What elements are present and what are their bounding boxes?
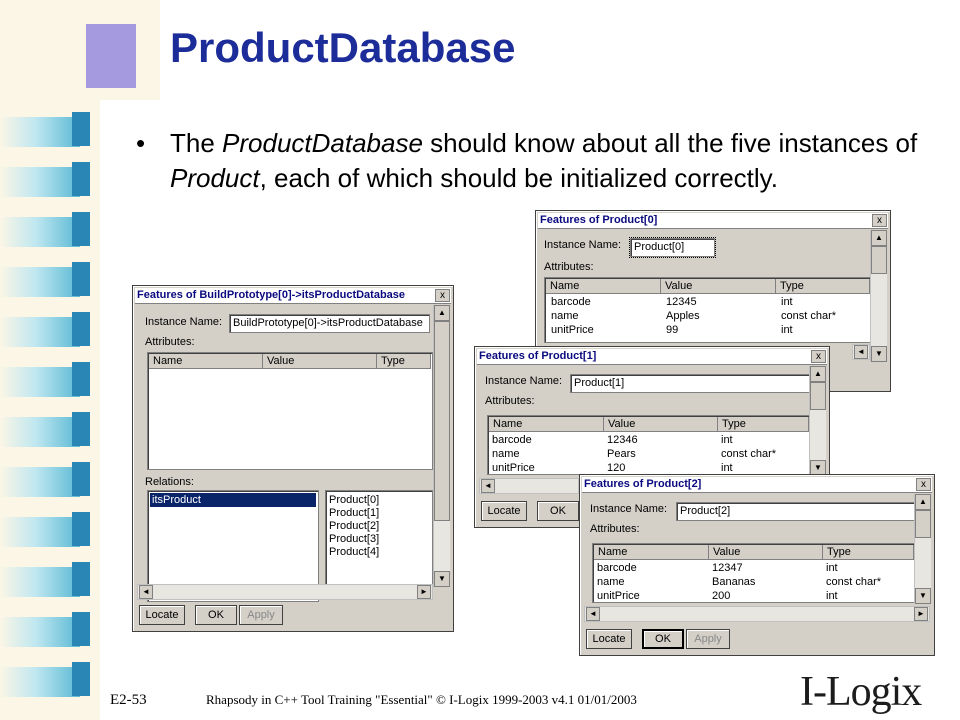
dialog-product-database xyxy=(132,285,454,632)
column-header-type[interactable]: Type xyxy=(823,545,914,560)
company-logo: I-Logix xyxy=(800,669,922,715)
attr-value-cell: 200 xyxy=(712,590,731,602)
attr-name-cell: name xyxy=(551,310,579,322)
decor-cube xyxy=(0,112,92,148)
close-icon[interactable]: x xyxy=(916,478,931,491)
dialog-titlebar xyxy=(582,477,932,493)
column-header-value[interactable]: Value xyxy=(604,417,718,432)
dialog-scrollbar[interactable] xyxy=(914,494,931,604)
dialog-title: Features of Product[1] xyxy=(479,350,597,362)
scroll-thumb[interactable] xyxy=(871,246,887,274)
attr-type-cell: int xyxy=(721,462,733,474)
attr-value-cell: 120 xyxy=(607,462,626,474)
dialog-title: Features of Product[2] xyxy=(584,478,702,490)
scroll-up-icon[interactable]: ▲ xyxy=(434,305,450,321)
bullet-marker: • xyxy=(136,128,146,158)
attr-name-cell: name xyxy=(492,448,520,460)
column-header-name[interactable]: Name xyxy=(546,279,661,294)
instance-name-field[interactable]: BuildPrototype[0]->itsProductDatabase xyxy=(229,314,430,333)
scroll-down-icon[interactable]: ▼ xyxy=(915,588,931,604)
decor-cube xyxy=(0,212,92,248)
attr-value-cell: 99 xyxy=(666,324,679,336)
column-header-type[interactable]: Type xyxy=(718,417,809,432)
attributes-table[interactable] xyxy=(487,415,811,475)
horizontal-scrollbar[interactable] xyxy=(852,344,870,360)
slide-number: E2-53 xyxy=(110,692,147,708)
apply-button[interactable]: Apply xyxy=(686,629,730,649)
relations-label: Relations: xyxy=(145,476,194,488)
dialog-scrollbar[interactable] xyxy=(809,366,826,476)
attr-name-cell: unitPrice xyxy=(551,324,594,336)
decor-cube xyxy=(0,562,92,598)
attributes-label: Attributes: xyxy=(544,261,594,273)
attr-value-cell: 12346 xyxy=(607,434,638,446)
dialog-product-2 xyxy=(579,474,935,656)
ok-button[interactable]: OK xyxy=(195,605,237,625)
attr-name-cell: barcode xyxy=(492,434,532,446)
decor-cube xyxy=(0,262,92,298)
decor-cube xyxy=(0,362,92,398)
bullet-text xyxy=(170,126,930,196)
attributes-label: Attributes: xyxy=(485,395,535,407)
decor-cube xyxy=(0,612,92,648)
column-header-name[interactable]: Name xyxy=(149,354,263,369)
attributes-table[interactable] xyxy=(147,352,433,470)
attr-name-cell: barcode xyxy=(551,296,591,308)
bullet-text-part: The xyxy=(170,128,223,158)
apply-button[interactable]: Apply xyxy=(239,605,283,625)
scroll-down-icon[interactable]: ▼ xyxy=(810,460,826,476)
column-header-name[interactable]: Name xyxy=(594,545,709,560)
attributes-label: Attributes: xyxy=(590,523,640,535)
column-header-value[interactable]: Value xyxy=(661,279,776,294)
slide-title: ProductDatabase xyxy=(170,24,516,71)
scroll-left-icon[interactable]: ◄ xyxy=(854,345,868,359)
bullet-emphasis-productdatabase: ProductDatabase xyxy=(222,128,423,158)
dialog-title: Features of BuildPrototype[0]->itsProductDatabase xyxy=(137,289,406,301)
instance-name-field[interactable]: Product[2] xyxy=(676,502,917,521)
scroll-thumb[interactable] xyxy=(810,382,826,410)
column-header-type[interactable]: Type xyxy=(377,354,431,369)
attr-type-cell: int xyxy=(826,562,838,574)
scroll-up-icon[interactable]: ▲ xyxy=(871,230,887,246)
attr-value-cell: Apples xyxy=(666,310,700,322)
attr-name-cell: barcode xyxy=(597,562,637,574)
scroll-left-icon[interactable]: ◄ xyxy=(139,585,153,599)
close-icon[interactable]: x xyxy=(872,214,887,227)
locate-button[interactable]: Locate xyxy=(139,605,185,625)
relation-values-list[interactable] xyxy=(325,490,433,588)
scroll-right-icon[interactable]: ► xyxy=(417,585,431,599)
column-header-value[interactable]: Value xyxy=(709,545,823,560)
attr-name-cell: unitPrice xyxy=(492,462,535,474)
attributes-table[interactable] xyxy=(544,277,872,343)
ok-button[interactable]: OK xyxy=(537,501,579,521)
relation-value-item[interactable]: Product[3] xyxy=(329,533,380,545)
dialog-scrollbar[interactable] xyxy=(433,305,450,587)
relation-value-item[interactable]: Product[4] xyxy=(329,546,380,558)
scroll-down-icon[interactable]: ▼ xyxy=(434,571,450,587)
attr-value-cell: Bananas xyxy=(712,576,756,588)
dialog-title: Features of Product[0] xyxy=(540,214,658,226)
relation-value-item[interactable]: Product[2] xyxy=(329,520,380,532)
locate-button[interactable]: Locate xyxy=(481,501,527,521)
close-icon[interactable]: x xyxy=(811,350,826,363)
scroll-up-icon[interactable]: ▲ xyxy=(915,494,931,510)
column-header-value[interactable]: Value xyxy=(263,354,377,369)
bullet-emphasis-product: Product xyxy=(170,163,260,193)
attr-value-cell: 12345 xyxy=(666,296,697,308)
attr-name-cell: unitPrice xyxy=(597,590,640,602)
close-icon[interactable]: x xyxy=(435,289,450,302)
ok-button[interactable]: OK xyxy=(642,629,684,649)
column-header-type[interactable]: Type xyxy=(776,279,870,294)
bullet-text-part: , each of which should be initialized correctly. xyxy=(259,163,778,193)
decor-cube xyxy=(0,662,92,698)
scroll-down-icon[interactable]: ▼ xyxy=(871,346,887,362)
instance-name-field[interactable]: Product[1] xyxy=(570,374,811,393)
instance-name-label: Instance Name: xyxy=(590,503,668,515)
dialog-scrollbar[interactable] xyxy=(870,230,887,362)
instance-name-label: Instance Name: xyxy=(544,239,622,251)
horizontal-scrollbar[interactable] xyxy=(137,584,433,600)
attr-value-cell: 12347 xyxy=(712,562,743,574)
attr-value-cell: Pears xyxy=(607,448,636,460)
horizontal-scrollbar[interactable] xyxy=(584,606,930,622)
scroll-thumb[interactable] xyxy=(915,510,931,538)
bullet-text-part: should know about all the five instances of xyxy=(422,128,918,158)
attr-type-cell: int xyxy=(781,296,793,308)
instance-name-label: Instance Name: xyxy=(145,316,223,328)
scroll-thumb[interactable] xyxy=(434,321,450,521)
attributes-table[interactable] xyxy=(592,543,916,603)
decor-cube xyxy=(0,162,92,198)
attr-type-cell: int xyxy=(721,434,733,446)
decor-cube xyxy=(0,462,92,498)
attr-name-cell: name xyxy=(597,576,625,588)
scroll-right-icon[interactable]: ► xyxy=(914,607,928,621)
instance-name-label: Instance Name: xyxy=(485,375,563,387)
locate-button[interactable]: Locate xyxy=(586,629,632,649)
attr-type-cell: const char* xyxy=(781,310,837,322)
attributes-label: Attributes: xyxy=(145,336,195,348)
slide-footer: Rhapsody in C++ Tool Training "Essential" © I-Logix 1999-2003 v4.1 01/01/2003 xyxy=(206,692,637,707)
attr-type-cell: const char* xyxy=(721,448,777,460)
decor-cube xyxy=(0,412,92,448)
dialog-titlebar xyxy=(538,213,888,229)
column-header-name[interactable]: Name xyxy=(489,417,604,432)
scroll-up-icon[interactable]: ▲ xyxy=(810,366,826,382)
dialog-titlebar xyxy=(477,349,827,365)
attr-type-cell: int xyxy=(826,590,838,602)
decor-cube xyxy=(0,312,92,348)
dialog-titlebar xyxy=(135,288,451,304)
relation-value-item[interactable]: Product[0] xyxy=(329,494,380,506)
relation-item-selected[interactable]: itsProduct xyxy=(150,493,316,507)
lavender-square xyxy=(86,24,136,88)
decor-cube xyxy=(0,512,92,548)
instance-name-field[interactable]: Product[0] xyxy=(630,238,715,257)
relation-value-item[interactable]: Product[1] xyxy=(329,507,380,519)
horizontal-scrollbar[interactable] xyxy=(479,478,579,494)
attr-type-cell: int xyxy=(781,324,793,336)
attr-type-cell: const char* xyxy=(826,576,882,588)
scroll-left-icon[interactable]: ◄ xyxy=(481,479,495,493)
scroll-left-icon[interactable]: ◄ xyxy=(586,607,600,621)
